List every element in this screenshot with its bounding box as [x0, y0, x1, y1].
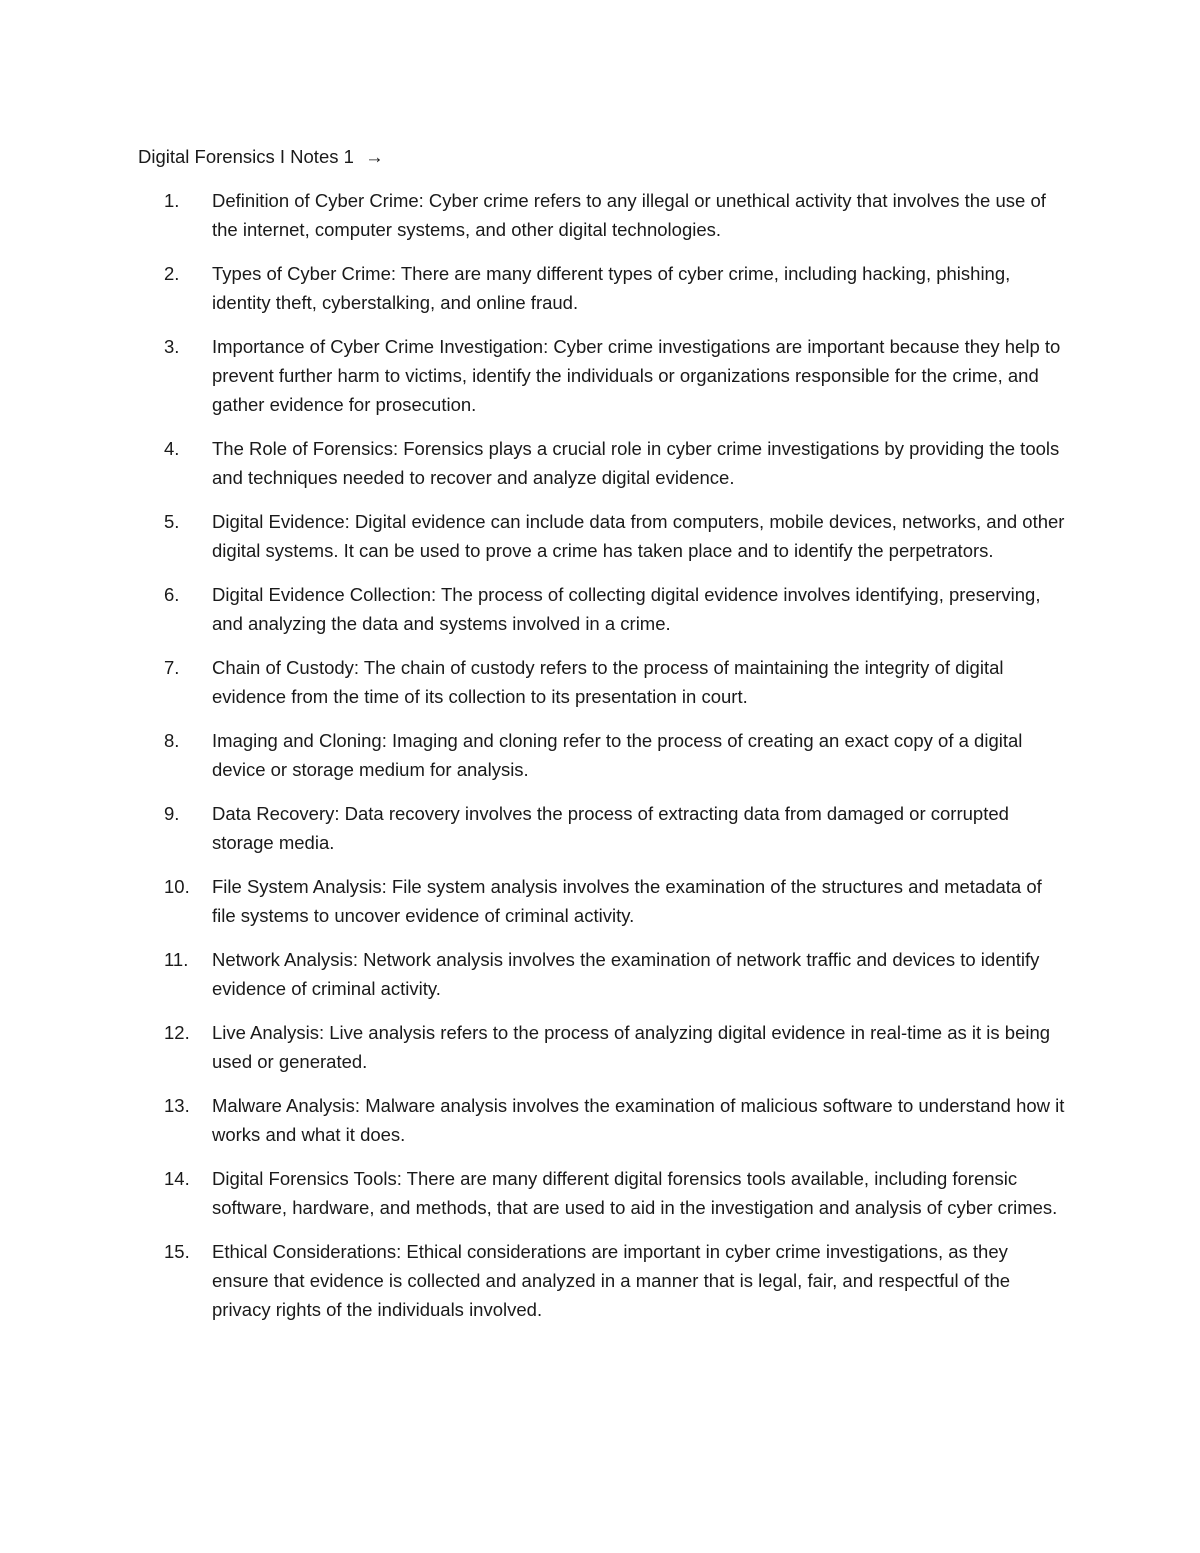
page-title [138, 144, 384, 170]
list-item [138, 945, 1068, 1003]
item-text: Definition of Cyber Crime: Cyber crime refers to any illegal or unethical activity that involves the use of the internet, computer systems, and other digital technologies. [212, 190, 1046, 240]
title-text: Digital Forensics I Notes 1 [138, 146, 354, 167]
list-item [138, 186, 1068, 244]
list-item [138, 653, 1068, 711]
item-number: 12. [164, 1022, 190, 1043]
arrow-right-icon: → [365, 146, 384, 167]
list-item [138, 580, 1068, 638]
item-number: 5. [164, 511, 180, 532]
list-item [138, 1164, 1068, 1222]
item-text: Network Analysis: Network analysis involves the examination of network traffic and devices to identify evidence of criminal activity. [212, 949, 1040, 999]
item-number: 1. [164, 190, 180, 211]
item-number: 9. [164, 803, 180, 824]
item-number: 3. [164, 336, 180, 357]
list-item [138, 799, 1068, 857]
item-text: Live Analysis: Live analysis refers to the process of analyzing digital evidence in real-time as it is being used or generated. [212, 1022, 1051, 1072]
item-text: Malware Analysis: Malware analysis involves the examination of malicious software to understand how it works and what it does. [212, 1095, 1065, 1145]
item-number: 13. [164, 1095, 190, 1116]
item-number: 14. [164, 1168, 190, 1189]
item-number: 7. [164, 657, 180, 678]
list-item [138, 507, 1068, 565]
list-item [138, 259, 1068, 317]
item-number: 4. [164, 438, 180, 459]
item-number: 2. [164, 263, 180, 284]
list-item [138, 1091, 1068, 1149]
item-number: 11. [164, 949, 189, 970]
item-text: The Role of Forensics: Forensics plays a crucial role in cyber crime investigations by providing the tools and techniques needed to recover and analyze digital evidence. [212, 438, 1060, 488]
item-number: 15. [164, 1241, 190, 1262]
item-text: Ethical Considerations: Ethical considerations are important in cyber crime investigations, as they ensure that evidence is collected and analyzed in a manner that is legal, fair, and respectful of the privacy rights of the individuals involved. [212, 1241, 1011, 1320]
item-text: Digital Forensics Tools: There are many different digital forensics tools available, including forensic software, hardware, and methods, that are used to aid in the investigation and analysis of cyber crimes. [212, 1168, 1058, 1218]
item-text: Digital Evidence Collection: The process of collecting digital evidence involves identifying, preserving, and analyzing the data and systems involved in a crime. [212, 584, 1041, 634]
item-text: Imaging and Cloning: Imaging and cloning refer to the process of creating an exact copy of a digital device or storage medium for analysis. [212, 730, 1023, 780]
item-text: Data Recovery: Data recovery involves the process of extracting data from damaged or corrupted storage media. [212, 803, 1009, 853]
list-item [138, 1237, 1068, 1324]
item-number: 8. [164, 730, 180, 751]
list-item [138, 1018, 1068, 1076]
notes-list [138, 186, 1068, 1339]
list-item [138, 332, 1068, 419]
item-text: Types of Cyber Crime: There are many different types of cyber crime, including hacking, phishing, identity theft, cyberstalking, and online fraud. [212, 263, 1011, 313]
item-text: File System Analysis: File system analysis involves the examination of the structures and metadata of file systems to uncover evidence of criminal activity. [212, 876, 1042, 926]
list-item [138, 434, 1068, 492]
item-number: 6. [164, 584, 180, 605]
item-number: 10. [164, 876, 190, 897]
list-item [138, 872, 1068, 930]
item-text: Digital Evidence: Digital evidence can include data from computers, mobile devices, networks, and other digital systems. It can be used to prove a crime has taken place and to identify the perpetrators. [212, 511, 1065, 561]
list-item [138, 726, 1068, 784]
item-text: Chain of Custody: The chain of custody refers to the process of maintaining the integrity of digital evidence from the time of its collection to its presentation in court. [212, 657, 1004, 707]
item-text: Importance of Cyber Crime Investigation: Cyber crime investigations are important because they help to prevent further harm to victims, identify the individuals or organizations responsible for the crime, and gather evidence for prosecution. [212, 336, 1061, 415]
